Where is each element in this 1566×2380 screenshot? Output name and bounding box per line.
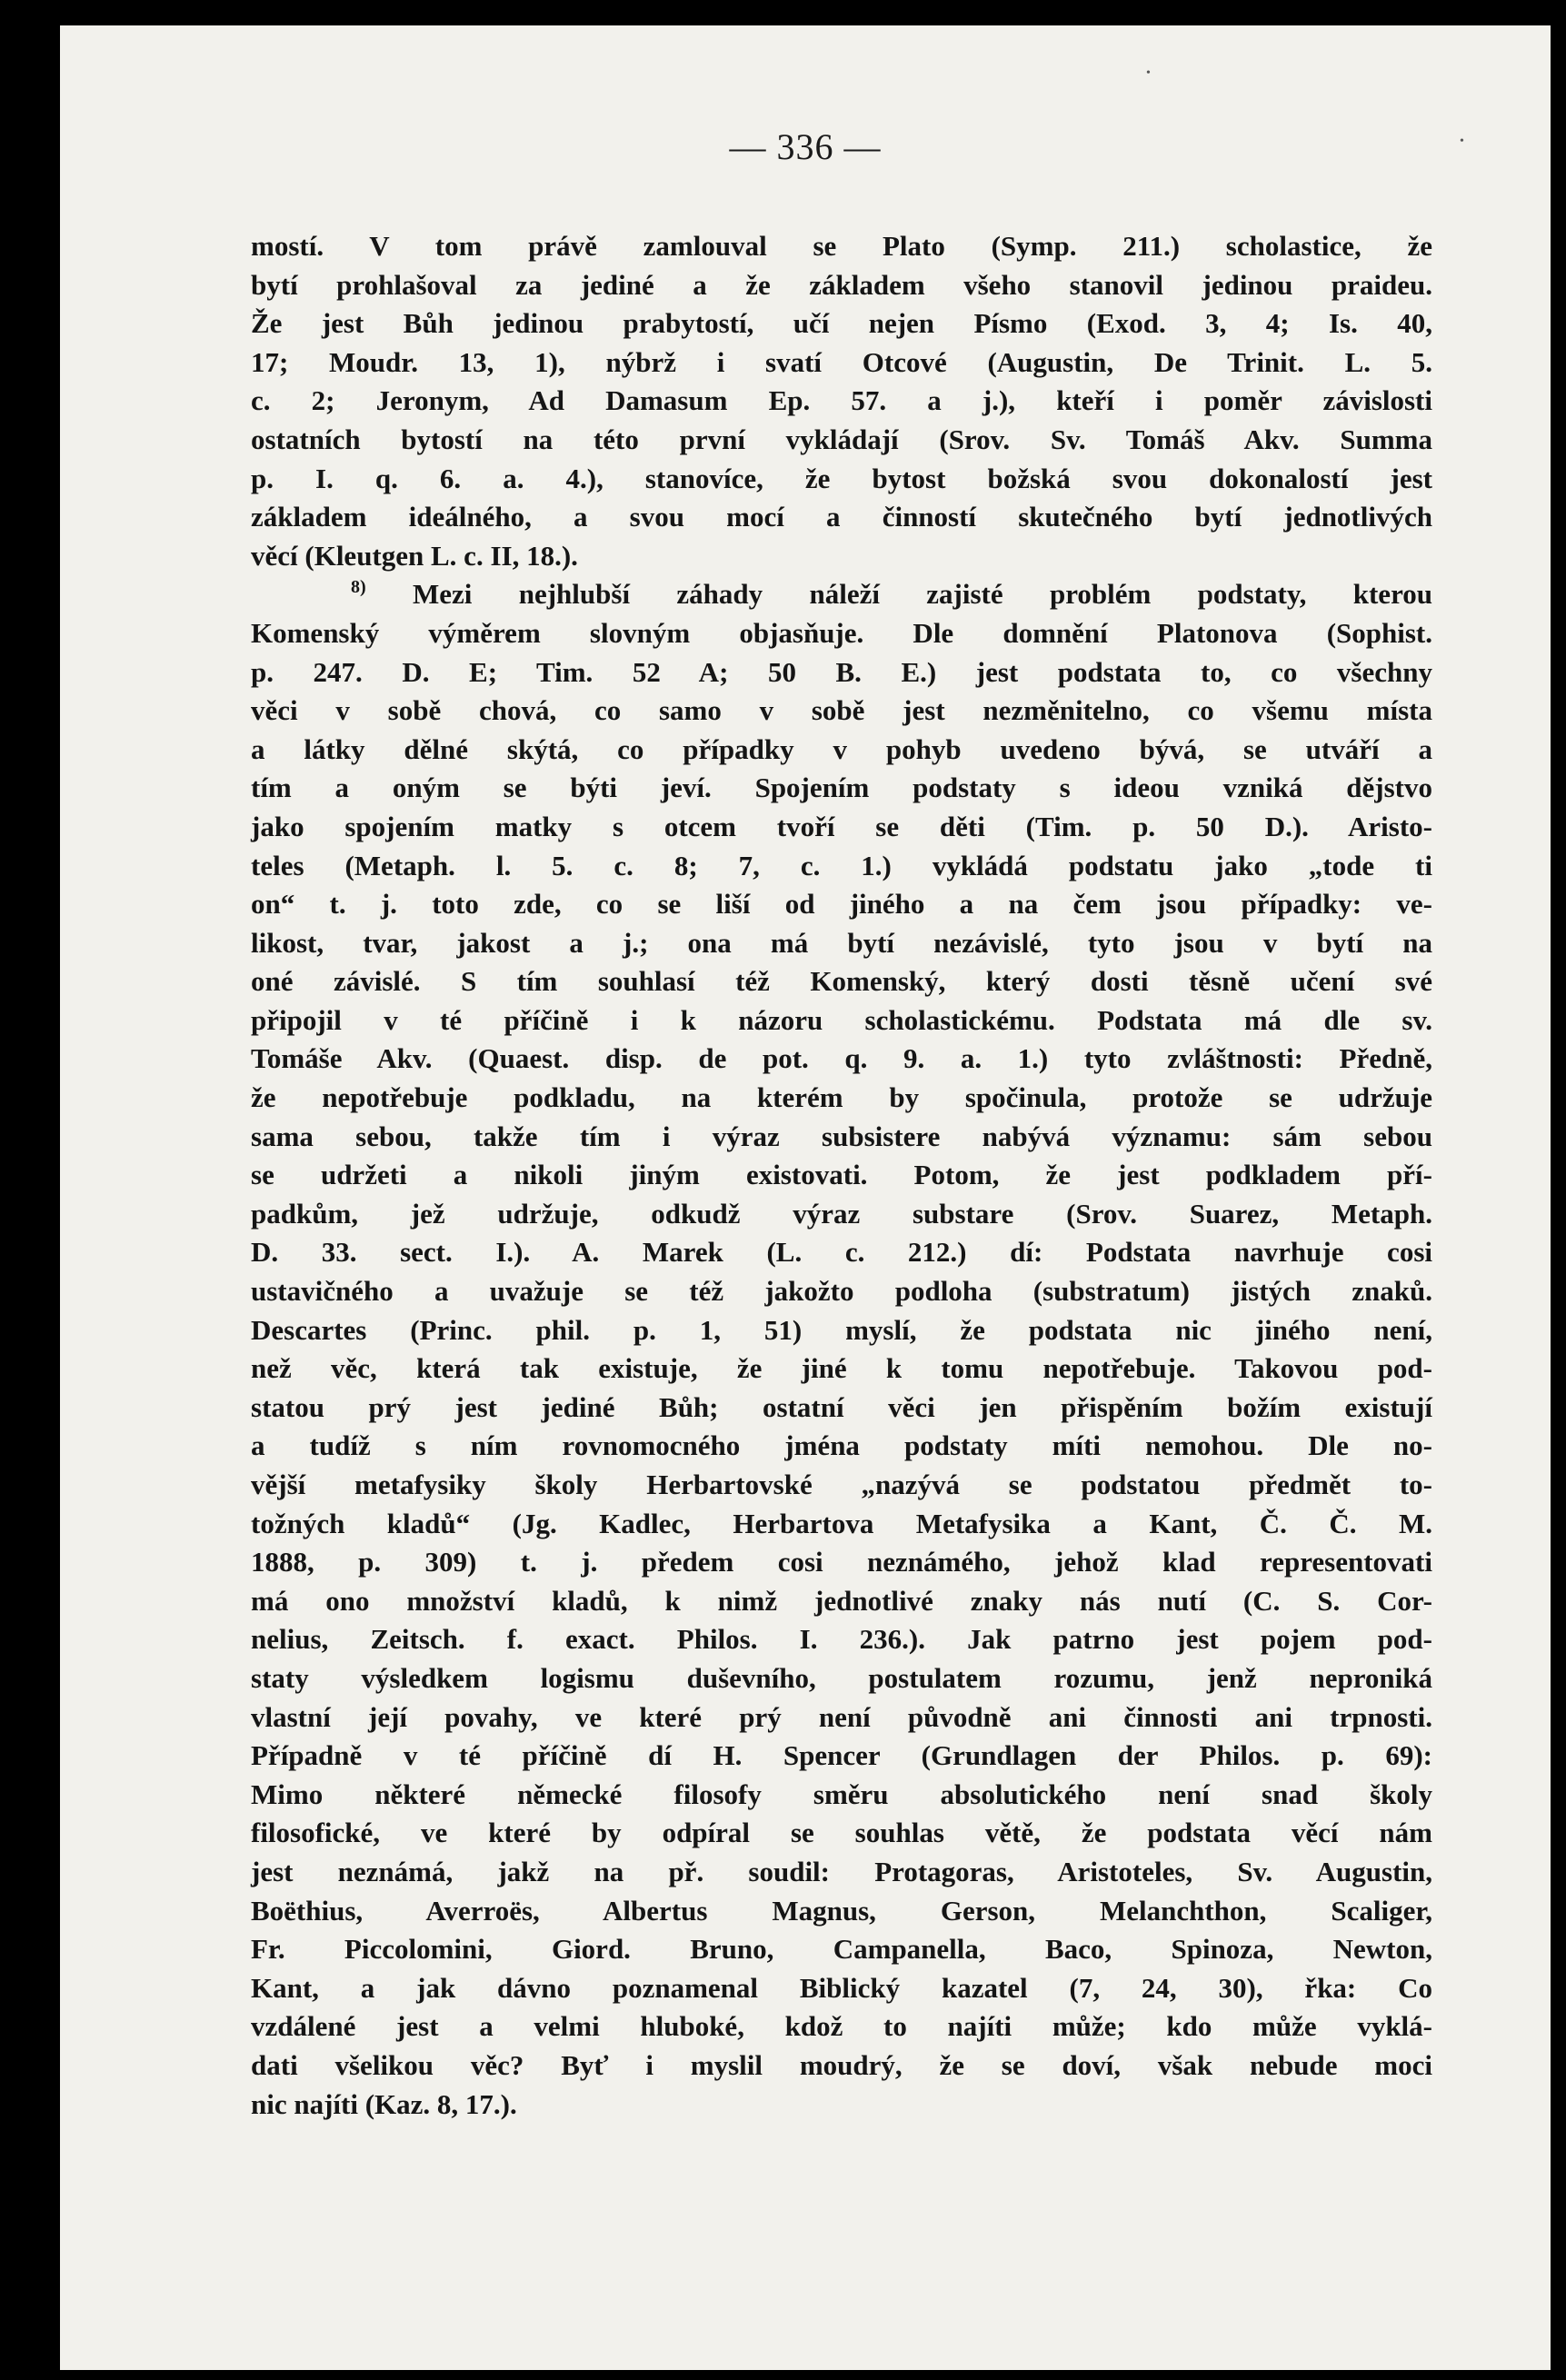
text-line: [251, 808, 1432, 847]
text-line: [251, 924, 1432, 963]
line-text: bytí prohlašoval za jediné a že základem všeho stanovil jedinou praideu.: [251, 268, 1432, 301]
line-text: se udržeti a nikoli jiným existovati. Potom, že jest podkladem pří-: [251, 1159, 1432, 1191]
line-text: Mimo některé německé filosofy směru absolutického není snad školy: [251, 1778, 1432, 1810]
line-text: věcí (Kleutgen L. c. II, 18.).: [251, 539, 578, 572]
text-line: [251, 1505, 1432, 1544]
text-line: [251, 1582, 1432, 1621]
line-text: oné závislé. S tím souhlasí též Komenský, který dosti těsně učení své: [251, 965, 1432, 998]
text-line: [251, 1466, 1432, 1505]
text-line: [251, 1233, 1432, 1272]
text-line: [251, 1427, 1432, 1466]
text-line: [251, 382, 1432, 421]
scan-speck: •: [1146, 66, 1151, 80]
text-line: [251, 1620, 1432, 1659]
text-line: [251, 614, 1432, 653]
text-line: [251, 1195, 1432, 1234]
line-text: Že jest Bůh jedinou prabytostí, učí nejen Písmo (Exod. 3, 4; Is. 40,: [251, 307, 1432, 340]
line-text: základem ideálného, a svou mocí a činností skutečného bytí jednotlivých: [251, 501, 1432, 533]
line-text: Mezi nejhlubší záhady náleží zajisté problém podstaty, kterou: [413, 578, 1433, 611]
text-line: [251, 1001, 1432, 1041]
line-text: 1888, p. 309) t. j. předem cosi neznámého, jehož klad representovati: [251, 1546, 1432, 1578]
line-text: a tudíž s ním rovnomocného jména podstaty míti nemohou. Dle no-: [251, 1429, 1432, 1462]
text-line: [251, 2007, 1432, 2046]
text-line: [251, 1659, 1432, 1698]
text-line: [251, 653, 1432, 692]
line-text: statou prý jest jediné Bůh; ostatní věci jen přispěním božím existují: [251, 1390, 1432, 1423]
line-text: ustavičného a uvažuje se též jakožto podloha (substratum) jistých znaků.: [251, 1275, 1432, 1308]
footnote-marker: 8): [351, 577, 366, 598]
scan-speck: •: [1460, 134, 1464, 148]
line-text: nic najíti (Kaz. 8, 17.).: [251, 2087, 517, 2120]
page-number: — 336 —: [729, 126, 882, 167]
text-line: [251, 1311, 1432, 1350]
text-line: [251, 2086, 1432, 2125]
text-line: [251, 962, 1432, 1001]
line-text: a látky dělné skýtá, co případky v pohyb uvedeno bývá, se utváří a: [251, 732, 1432, 765]
line-text: připojil v té příčině i k názoru scholastickému. Podstata má dle sv.: [251, 1003, 1432, 1036]
text-line: [251, 498, 1432, 537]
line-text: p. I. q. 6. a. 4.), stanovíce, že bytost božská svou dokonalostí jest: [251, 462, 1432, 494]
text-line: [251, 1040, 1432, 1079]
line-text: Fr. Piccolomini, Giord. Bruno, Campanella, Baco, Spinoza, Newton,: [251, 1933, 1432, 1966]
line-text: než věc, která tak existuje, že jiné k tomu nepotřebuje. Takovou pod-: [251, 1352, 1432, 1385]
text-line: [251, 2046, 1432, 2086]
text-line: [251, 1156, 1432, 1195]
text-line: [251, 1892, 1432, 1931]
line-text: jest neznámá, jakž na př. soudil: Protagoras, Aristoteles, Sv. Augustin,: [251, 1855, 1432, 1887]
text-line: [251, 1814, 1432, 1853]
text-line: [251, 1853, 1432, 1892]
line-text: Komenský výměrem slovným objasňuje. Dle domnění Platonova (Sophist.: [251, 616, 1432, 649]
line-text: ostatních bytostí na této první vykládají (Srov. Sv. Tomáš Akv. Summa: [251, 423, 1432, 455]
line-text: padkům, jež udržuje, odkudž výraz substare (Srov. Suarez, Metaph.: [251, 1197, 1432, 1230]
book-page: [60, 25, 1551, 2370]
text-line: [251, 692, 1432, 731]
text-line: [251, 1272, 1432, 1311]
text-line: [251, 885, 1432, 924]
text-line: [251, 1543, 1432, 1582]
text-line: [251, 847, 1432, 886]
line-text: filosofické, ve které by odpíral se souhlas větě, že podstata věcí nám: [251, 1817, 1432, 1849]
line-text: Boëthius, Averroës, Albertus Magnus, Gerson, Melanchthon, Scaliger,: [251, 1894, 1432, 1927]
text-line: [251, 1349, 1432, 1389]
line-text: teles (Metaph. l. 5. c. 8; 7, c. 1.) vykládá podstatu jako „tode ti: [251, 849, 1432, 881]
text-line: [251, 1389, 1432, 1428]
text-line: [251, 1079, 1432, 1118]
line-text: že nepotřebuje podkladu, na kterém by spočinula, protože se udržuje: [251, 1081, 1432, 1114]
line-text: 17; Moudr. 13, 1), nýbrž i svatí Otcové (Augustin, De Trinit. L. 5.: [251, 345, 1432, 378]
text-line: [251, 731, 1432, 770]
line-text: vější metafysiky školy Herbartovské „nazývá se podstatou předmět to-: [251, 1469, 1432, 1500]
line-text: tožných kladů“ (Jg. Kadlec, Herbartova Metafysika a Kant, Č. Č. M.: [251, 1507, 1432, 1539]
text-line: [251, 1776, 1432, 1815]
line-text: c. 2; Jeronym, Ad Damasum Ep. 57. a j.), kteří i poměr závislosti: [251, 384, 1432, 417]
body-text: [251, 227, 1432, 2124]
text-line: [251, 575, 1432, 614]
line-text: Kant, a jak dávno poznamenal Biblický kazatel (7, 24, 30), řka: Co: [251, 1971, 1432, 2004]
text-line: [251, 304, 1432, 344]
scan-border: [24, 7, 1523, 2361]
text-line: [251, 227, 1432, 266]
text-line: [251, 1969, 1432, 2008]
line-text: likost, tvar, jakost a j.; ona má bytí nezávislé, tyto jsou v bytí na: [251, 926, 1432, 959]
line-text: Tomáše Akv. (Quaest. disp. de pot. q. 9. a. 1.) tyto zvláštnosti: Předně,: [251, 1042, 1432, 1075]
line-text: mostí. V tom právě zamlouval se Plato (Symp. 211.) scholastice, že: [251, 230, 1432, 262]
line-text: jako spojením matky s otcem tvoří se děti (Tim. p. 50 D.). Aristo-: [251, 810, 1432, 842]
line-text: věci v sobě chová, co samo v sobě jest nezměnitelno, co všemu místa: [251, 694, 1432, 727]
text-line: [251, 421, 1432, 460]
line-text: tím a oným se býti jeví. Spojením podstaty s ideou vzniká dějstvo: [251, 772, 1432, 804]
text-line: [251, 769, 1432, 808]
text-line: [251, 1698, 1432, 1738]
line-text: sama sebou, takže tím i výraz subsistere nabývá významu: sám sebou: [251, 1120, 1432, 1152]
text-line: [251, 460, 1432, 499]
line-text: Descartes (Princ. phil. p. 1, 51) myslí, že podstata nic jiného není,: [251, 1313, 1432, 1346]
text-line: [251, 344, 1432, 383]
line-text: vlastní její povahy, ve které prý není původně ani činnosti ani trpnosti.: [251, 1700, 1432, 1733]
line-text: má ono množství kladů, k nimž jednotlivé znaky nás nutí (C. S. Cor-: [251, 1584, 1432, 1617]
line-text: p. 247. D. E; Tim. 52 A; 50 B. E.) jest podstata to, co všechny: [251, 655, 1432, 688]
text-line: [251, 537, 1432, 576]
text-line: [251, 1737, 1432, 1776]
text-line: [251, 1930, 1432, 1969]
text-line: [251, 266, 1432, 305]
line-text: vzdálené jest a velmi hluboké, kdož to najíti může; kdo může vyklá-: [251, 2010, 1432, 2043]
line-text: on“ t. j. toto zde, co se liší od jiného a na čem jsou případky: ve-: [251, 888, 1432, 921]
line-text: Případně v té příčině dí H. Spencer (Grundlagen der Philos. p. 69):: [251, 1739, 1432, 1772]
line-text: nelius, Zeitsch. f. exact. Philos. I. 236.). Jak patrno jest pojem pod-: [251, 1623, 1432, 1656]
line-text: staty výsledkem logismu duševního, postulatem rozumu, jenž nepronik‍á: [251, 1661, 1432, 1694]
text-line: [251, 1118, 1432, 1157]
line-text: dati všelikou věc? Byť i myslil moudrý, že se doví, však nebude moci: [251, 2048, 1432, 2081]
line-text: D. 33. sect. I.). A. Marek (L. c. 212.) dí: Podstata navrhuje cosi: [251, 1236, 1432, 1269]
